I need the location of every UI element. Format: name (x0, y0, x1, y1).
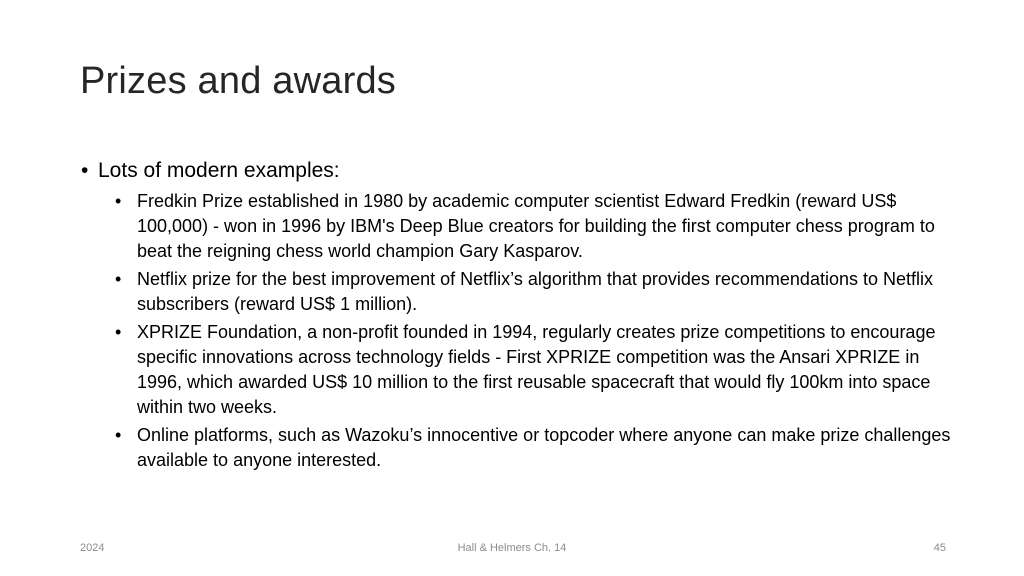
bullet-dot-icon: • (81, 159, 89, 182)
bullet-item (80, 157, 960, 185)
bullet-dot-icon: • (115, 322, 122, 342)
sub-bullet-item-online-platforms (80, 423, 953, 473)
footer-date: 2024 (80, 542, 105, 554)
bullet-dot-icon: • (115, 425, 122, 445)
bullet-dot-icon: • (115, 269, 122, 289)
sub-bullet-text: XPRIZE Foundation, a non-profit founded in 1994, regularly creates prize competitions to encourage specific innovations across technology fields - First XPRIZE competition was the Ansari XPRIZE in 1996, which awarded US$ 10 million to the first reusable spacecraft that would fly 100km into space within two weeks. (137, 322, 936, 417)
sub-bullet-text: Netflix prize for the best improvement of Netflix’s algorithm that provides recommendations to Netflix subscribers (reward US$ 1 million). (137, 269, 933, 314)
sub-bullet-item-netflix (80, 267, 953, 317)
footer-source: Hall & Helmers Ch. 14 (457, 542, 567, 554)
slide-title: Prizes and awards (80, 60, 396, 102)
sub-bullet-text: Online platforms, such as Wazoku’s innocentive or topcoder where anyone can make prize challenges available to anyone interested. (137, 425, 951, 470)
sub-bullet-text: Fredkin Prize established in 1980 by academic computer scientist Edward Fredkin (reward US$ 100,000) - won in 1996 by IBM's Deep Blue creators for building the first computer chess program to beat the reigning chess world champion Gary Kasparov. (137, 191, 935, 261)
sub-bullet-item-xprize (80, 320, 953, 420)
footer-slide-number: 45 (933, 542, 946, 554)
sub-bullet-list (80, 189, 960, 473)
sub-bullet-item-fredkin (80, 189, 953, 264)
bullet-text: Lots of modern examples: (98, 159, 340, 182)
bullet-dot-icon: • (115, 191, 122, 211)
bullet-list (80, 157, 960, 476)
